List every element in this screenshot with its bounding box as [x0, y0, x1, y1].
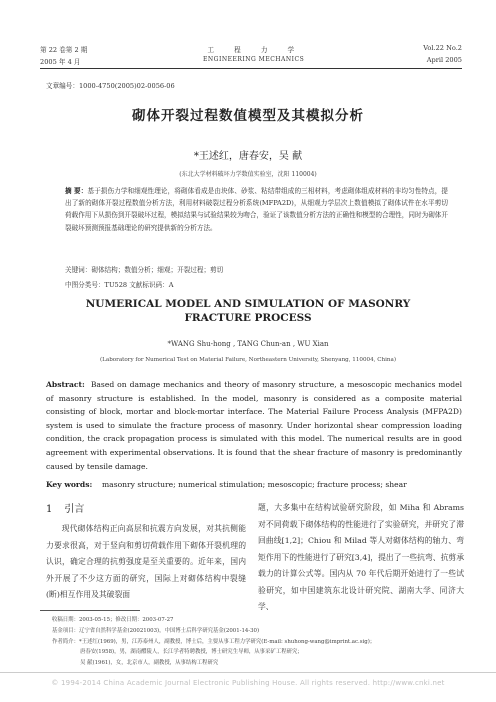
section-title: 引言: [64, 504, 85, 515]
english-keywords-text: masonry structure; numerical stimulation; mesoscopic; fracture process; shear: [101, 480, 407, 489]
chinese-abstract-label: 摘 要：: [65, 187, 88, 195]
english-title: NUMERICAL MODEL AND SIMULATION OF MASONRY FRACTURE PROCESS: [85, 298, 411, 324]
date-en: April 2005: [426, 56, 462, 64]
footnote-author-3: 吴 献(1961)，女，北京市人，副教授，从事结构工程研究: [80, 660, 219, 667]
footnote-received: 收稿日期：2003-05-15；修改日期：2003-07-27: [52, 617, 174, 623]
chinese-abstract-text: 基于损伤力学和细观性理论，将砌体看成是由块体、砂浆、粘结带组成的三相材料，考虑砌体组成材料的非均匀性特点，提出了新的砌体开裂过程数值分析方法，利用材料破裂过程分析系统(MFPA2D)，从细观力学层次上数值模拟了砌体试件在水平剪切荷载作用下从损伤到开裂破坏过程，模拟结果与试验结果较为吻合，验证了该数值分析方法的正确性和模型的合理性，同时为砌体开裂破坏预测预报基础理论的研究提供新的分析方法。: [65, 187, 449, 232]
right-column: [258, 500, 464, 616]
section-number: 1: [46, 504, 53, 515]
english-abstract: [46, 378, 462, 473]
chinese-abstract: [65, 185, 448, 234]
chinese-affiliation: (东北大学材料破坏力学数值实验室，沈阳 110004): [179, 171, 317, 178]
footnote-author-2: 唐春安(1958)，男，湖南醴陵人，长江学者特聘教授，博士研究生导师，从事采矿工程研究；: [80, 649, 303, 656]
english-affiliation: (Laboratory for Numerical Test on Material Failure, Northeastern University, Shenyang, 110004, China): [99, 357, 397, 363]
footer-divider: [0, 672, 496, 673]
journal-name-cn: 工 程 力 学: [207, 46, 304, 54]
english-abstract-label: Abstract:: [46, 380, 85, 389]
footnote-author-1: 作者简介：*王述红(1969)，男，江苏泰州人，副教授，博士后，主要从事工程力学研究(E-mail: shuhong-wang@imprint.ac.sig)；: [52, 638, 376, 645]
journal-name-en: ENGINEERING MECHANICS: [203, 56, 305, 63]
intro-paragraph-right: 题，大多集中在结构试验研究阶段，如 Miha 和 Abrams 对不同荷载下砌体结构的性能进行了实验研究，并研究了滞回曲线[1,2]；Chiou 和 Milad 等人对砌体结构的轴力、弯矩作用下的性能进行了研究[3,4]，提出了一些抗弯、抗剪承载力的计算公式等。国内从 70 年代后期开始进行了一些试验研究，如中国建筑东北设计研究院、湖南大学、同济大学、: [258, 503, 464, 611]
english-abstract-text: Based on damage mechanics and theory of masonry structure, a mesoscopic mechanics model of masonry structure is established. In the model, masonry is considered as a composite material consisting of block, mortar and block-mortar interface. The Material Failure Process Analysis (MFPA2D) system is used to simulate the fracture process of masonry. Under horizontal shear compression loading condition, the crack propagation process is simulated with this model. The numerical results are in good agreement with experimental observations. It is found that the shear fracture of masonry is predominantly caused by tensile damage.: [46, 380, 462, 471]
chinese-keywords: 关键词：砌体结构；数值分析；细观；开裂过程；剪切: [65, 266, 224, 274]
header-divider: [40, 68, 462, 69]
chinese-classification: 中图分类号：TU528 文献标识码：A: [65, 281, 174, 289]
running-header-line1: [40, 44, 462, 54]
left-column: [46, 500, 246, 604]
footnote-funding: 基金项目：辽宁省自然科学基金(20021003)，中国博士后科学研究基金(2001-14-30): [52, 627, 260, 634]
date-cn: 2005 年 4 月: [40, 58, 81, 66]
english-authors: *WANG Shu-hong , TANG Chun-an , WU Xian: [167, 340, 329, 348]
volume-issue-en: Vol.22 No.2: [423, 44, 462, 52]
english-keywords: [46, 480, 407, 489]
running-header-line2: [40, 56, 462, 66]
article-number: 文章编号：1000-4750(2005)02-0056-06: [46, 82, 175, 90]
chinese-title: 砌体开裂过程数值模型及其模拟分析: [132, 108, 364, 124]
english-keywords-label: Key words:: [46, 480, 93, 489]
chinese-authors: *王述红，唐春安，吴 献: [193, 151, 303, 162]
footnote-divider: [40, 610, 140, 611]
intro-paragraph-left: 现代砌体结构正向高层和抗震方向发展，对其抗侧能力要求很高，对于竖向和剪切荷载作用下砌体开裂机理的认识，确定合理的抗剪强度是至关重要的。近年来，国内外开展了不少这方面的研究，国际上对砌体结构中裂缝(断)相互作用及其破裂面: [46, 524, 246, 599]
volume-issue-cn: 第 22 卷第 2 期: [40, 46, 88, 54]
copyright-footer: © 1994-2014 China Academic Journal Electronic Publishing House. All rights reserved. http://www.cnki.net: [51, 679, 445, 687]
section-heading-introduction: [46, 500, 246, 515]
footnotes: [52, 615, 375, 669]
